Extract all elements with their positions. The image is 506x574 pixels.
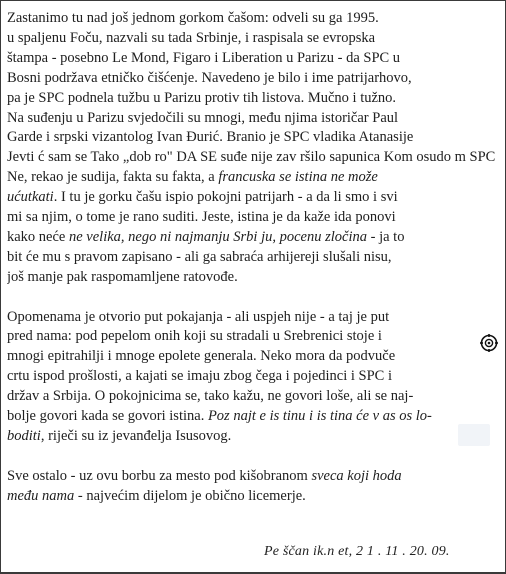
text-run: - najvećim dijelom je obično licemerje. — [74, 487, 306, 504]
text-line — [7, 228, 499, 248]
text-line — [7, 168, 499, 188]
text-line — [7, 407, 499, 427]
text-line — [7, 49, 499, 69]
text-run: - ja to — [367, 228, 405, 245]
text-run: Zastanimo tu nad još jednom gorkom čašom: odveli su ga 1995. — [7, 10, 379, 26]
text-run: Opomenama je otvorio put pokajanja - ali uspjeh nije - a taj je put — [7, 308, 390, 325]
italic-quote: Poz najt e is tinu i is tina će v as os lo- — [207, 408, 432, 425]
text-line — [7, 268, 499, 288]
signature-line: Pe ščan ik.n et, 2 1 . 11 . 20. 09. — [264, 544, 450, 559]
text-run: bit će mu s pravom zapisano - ali ga sabraća arhijereji slušali nisu, — [7, 248, 392, 265]
italic-quote: među nama — [7, 487, 75, 504]
text-line — [7, 9, 499, 29]
text-line — [7, 387, 499, 407]
text-line — [7, 248, 499, 268]
text-line — [7, 29, 499, 49]
text-run: crtu ispod prošlosti, a kajati se imaju zbog čega i pojedinci i SPC i — [7, 368, 392, 385]
italic-quote: francuska se istina ne može — [218, 169, 378, 186]
text-run: mi sa njim, o tome je rano suditi. Jeste, istina je da kaže ida ponovi — [7, 209, 396, 226]
paragraph-gap — [7, 288, 499, 308]
paragraph-3 — [7, 467, 499, 507]
text-run: Ne, rekao je sudija, fakta su fakta, a — [7, 169, 219, 186]
italic-quote: boditi — [7, 428, 41, 445]
text-run: Garde i srpski vizantolog Ivan Đurić. Branio je SPC vladika Atanasije — [7, 129, 414, 146]
text-run: Sve ostalo - uz ovu borbu za mesto pod kišobranom — [7, 467, 312, 484]
text-line — [7, 308, 499, 328]
text-run: Na suđenju u Parizu svjedočili su mnogi, među njima istoričar Paul — [7, 109, 399, 126]
text-line — [7, 487, 499, 507]
italic-quote: ne velika, nego ni najmanju Srbi ju, pocenu zločina — [69, 228, 368, 245]
text-run: u spaljenu Foču, nazvali su tada Srbinje, i raspisala se evropska — [7, 29, 376, 46]
article-body — [7, 9, 499, 507]
text-line — [7, 347, 499, 367]
text-run: mnogi epitrahilji i mnoge epolete generala. Neko mora da podvuče — [7, 348, 396, 365]
text-run: , riječi su iz jevanđelja Isusovog. — [40, 428, 232, 445]
text-line — [7, 109, 499, 129]
text-line — [7, 148, 499, 168]
text-run: štampa - posebno Le Mond, Figaro i Liberation u Parizu - da SPC u — [7, 49, 401, 66]
text-run: Bosni podržava etničko čišćenje. Navedeno je bilo i ime patrijarhovo, — [7, 69, 412, 86]
text-run: još manje pak raspomamljene ratovođe. — [7, 268, 238, 285]
text-line — [7, 89, 499, 109]
text-line — [7, 188, 499, 208]
text-line — [7, 367, 499, 387]
paragraph-gap — [7, 447, 499, 467]
italic-quote: ućutkati — [7, 189, 54, 206]
text-run: Jevti ć sam se Tako „dob ro" DA SE suđe nije zav ršilo sapunica Kom osudo m SPC — [7, 149, 496, 166]
faded-overlay-button[interactable] — [458, 424, 490, 446]
text-line — [7, 208, 499, 228]
text-run: pred nama: pod pepelom onih koji su stradali u Srebrenici stoje i — [7, 328, 382, 345]
text-run: pa je SPC podnela tužbu u Parizu protiv tih listova. Mučno i tužno. — [7, 89, 397, 106]
text-run: . I tu je gorku čašu ispio pokojni patrijarh - a da li smo i svi — [53, 189, 398, 206]
text-line — [7, 69, 499, 89]
text-line — [7, 427, 499, 447]
text-line — [7, 327, 499, 347]
crosshair-target-icon[interactable] — [480, 334, 498, 352]
text-run: držav a Srbija. O pokojnicima se, tako kažu, ne govori loše, ali se naj- — [7, 388, 414, 405]
paragraph-2 — [7, 308, 499, 447]
italic-quote: sveca koji hoda — [311, 467, 402, 484]
text-line — [7, 128, 499, 148]
text-line — [7, 467, 499, 487]
text-run: kako neće — [7, 228, 69, 245]
text-run: bolje govori kada se govori istina. — [7, 408, 208, 425]
paragraph-1 — [7, 9, 499, 288]
